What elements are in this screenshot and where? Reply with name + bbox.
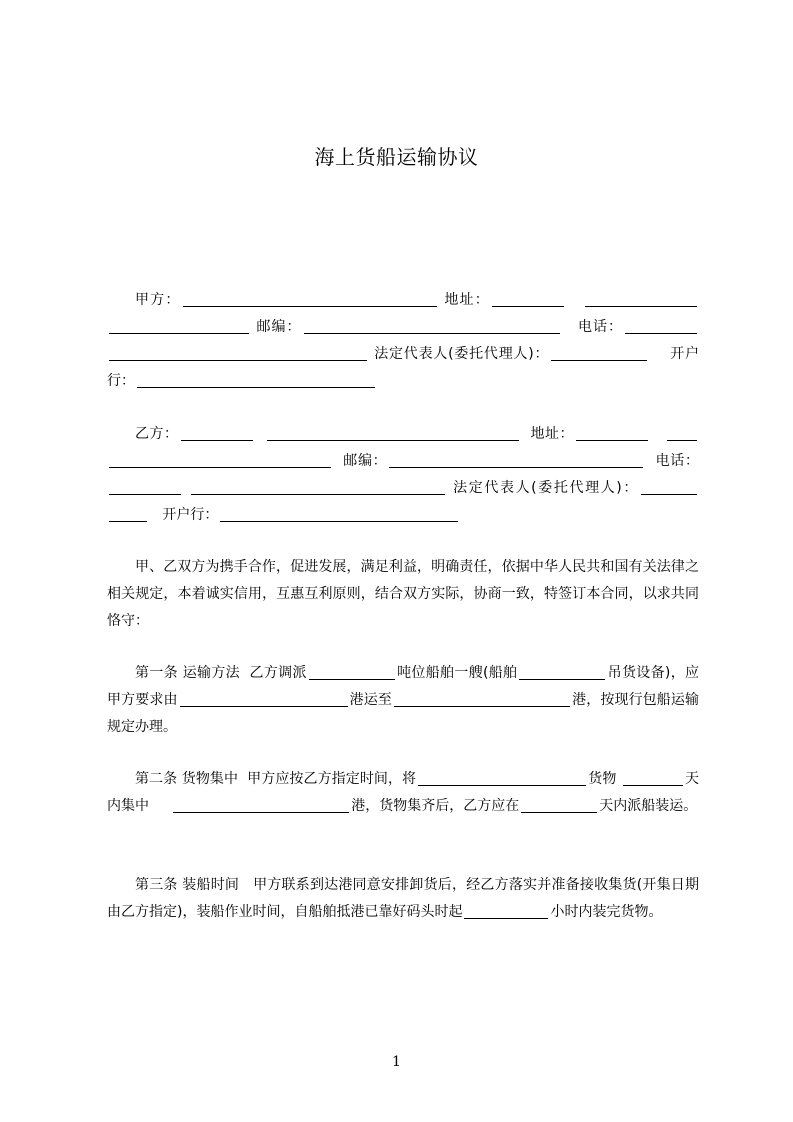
party-a-address-blank-3	[109, 319, 249, 334]
party-b-section	[107, 421, 699, 529]
party-a-address-blank	[492, 292, 564, 307]
dispatch-days-blank	[521, 798, 597, 813]
article-2-text-2: 货物	[588, 771, 617, 787]
article-3-text-1: 甲方联系到达港同意安排卸货后，经乙方落实并准备接收集货(开集日期由乙方指定)，装船作业时间，自船舶抵港已靠好码头时起	[107, 877, 700, 920]
party-a-phone-blank	[625, 319, 697, 334]
article-3-heading: 第三条 装船时间	[135, 877, 240, 893]
article-1	[107, 660, 699, 741]
collection-port-blank	[173, 798, 349, 813]
vessel-name-blank	[519, 665, 605, 680]
article-1-text-2: 吨位船舶一艘(船舶	[396, 665, 518, 681]
party-b-phone-label: 电话：	[655, 453, 699, 469]
party-b-phone-blank	[109, 480, 181, 495]
article-1-text-4: 港运至	[349, 692, 393, 708]
party-b-phone-blank-2	[191, 480, 445, 495]
party-a-section	[107, 287, 699, 395]
origin-port-blank	[180, 692, 348, 707]
party-b-bank-label: 开户行：	[162, 507, 219, 523]
loading-hours-blank	[464, 904, 548, 919]
party-b-legal-rep-label: 法定代表人(委托代理人)：	[453, 480, 639, 496]
party-a-bank-label-end: 户行：	[107, 346, 699, 389]
party-a-legal-rep-blank	[551, 346, 647, 361]
article-1-heading: 第一条 运输方法	[135, 665, 240, 681]
preamble-paragraph: 甲、乙双方为携手合作，促进发展，满足利益，明确责任，依据中华人民共和国有关法律之相关规定，本着诚实信用，互惠互利原则，结合双方实际，协商一致，特签订本合同，以求共同恪守：	[107, 559, 699, 629]
party-a-address-label: 地址：	[444, 292, 490, 308]
goods-blank	[418, 771, 586, 786]
article-2-text-3: 天内集中	[107, 771, 700, 814]
party-b-postcode-blank	[389, 453, 643, 468]
article-2-text-5: 天内派船装运。	[599, 798, 698, 814]
party-a-name-blank	[183, 292, 437, 307]
page-number: 1	[392, 1054, 401, 1070]
days-blank	[623, 771, 683, 786]
party-a-bank-blank	[137, 373, 375, 388]
document-title: 海上货船运输协议	[314, 145, 479, 169]
party-b-address-label: 地址：	[530, 426, 575, 442]
article-1-text-5: 港，按现行包船运输规定办理。	[107, 692, 700, 735]
destination-port-blank	[394, 692, 570, 707]
party-b-bank-blank	[220, 507, 458, 522]
article-3-text-2: 小时内装完货物。	[550, 904, 663, 920]
article-1-text-1: 乙方调派	[249, 665, 307, 681]
party-a-label: 甲方：	[135, 292, 181, 308]
article-1-text-3: 吊货设备)，应甲方要求由	[107, 665, 700, 708]
party-a-address-blank-2	[585, 292, 697, 307]
party-a-bank-label-start: 开	[670, 346, 685, 362]
party-a-postcode-label: 邮编：	[256, 319, 302, 335]
party-b-name-blank	[181, 426, 253, 441]
party-b-address-blank	[576, 426, 648, 441]
article-2	[107, 766, 699, 820]
article-3	[107, 872, 699, 926]
party-b-postcode-label: 邮编：	[343, 453, 388, 469]
article-2-text-4: 港，货物集齐后，乙方应在	[351, 798, 520, 814]
party-b-label: 乙方：	[135, 426, 179, 442]
party-a-postcode-blank	[304, 319, 560, 334]
party-b-legal-rep-blank-2	[109, 507, 147, 522]
party-a-phone-label: 电话：	[577, 319, 624, 335]
article-2-text-1: 甲方应按乙方指定时间，将	[247, 771, 417, 787]
party-a-phone-blank-2	[109, 346, 367, 361]
party-b-address-blank-3	[109, 453, 331, 468]
article-2-heading: 第二条 货物集中	[135, 771, 239, 787]
party-b-name-blank-2	[267, 426, 519, 441]
tonnage-blank	[309, 665, 395, 680]
party-b-address-blank-2	[667, 426, 697, 441]
party-b-legal-rep-blank	[641, 480, 697, 495]
party-a-legal-rep-label: 法定代表人(委托代理人)：	[374, 346, 550, 362]
